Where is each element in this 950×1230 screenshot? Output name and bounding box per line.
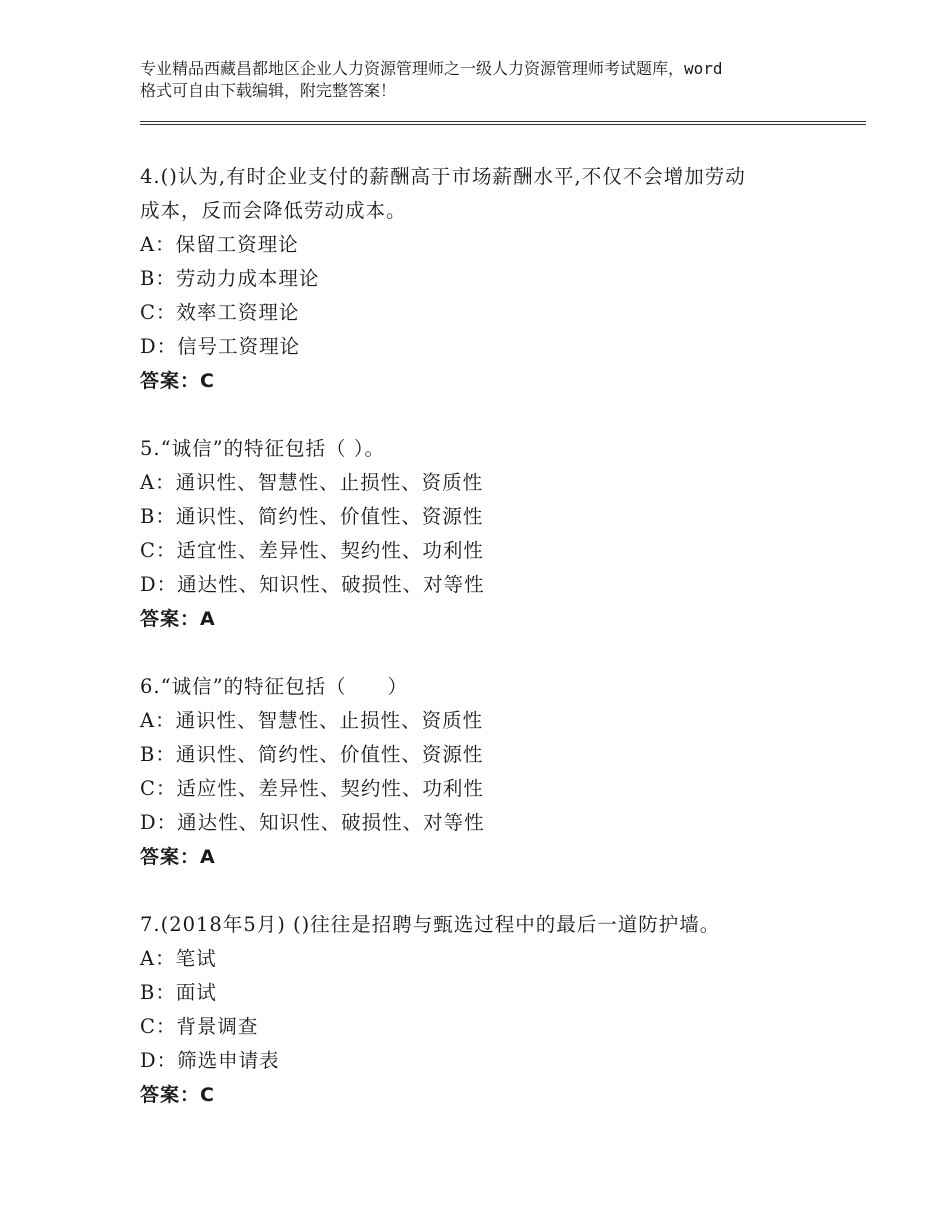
answer: 答案：A xyxy=(140,608,216,630)
question-spacer xyxy=(140,398,840,432)
answer: 答案：C xyxy=(140,370,215,392)
question-list xyxy=(140,160,840,1112)
option-d: D：通达性、知识性、破损性、对等性 xyxy=(140,573,485,596)
option-d: D：筛选申请表 xyxy=(140,1049,280,1072)
option-d: D：信号工资理论 xyxy=(140,335,301,358)
header-divider-top xyxy=(140,121,866,122)
document-header xyxy=(140,58,840,102)
question-5 xyxy=(140,432,840,636)
option-d: D：通达性、知识性、破损性、对等性 xyxy=(140,811,485,834)
option-c: C：适应性、差异性、契约性、功利性 xyxy=(140,777,484,800)
option-a: A：笔试 xyxy=(140,947,217,970)
question-text: 7.(2018年5月) ()往往是招聘与甄选过程中的最后一道防护墙。 xyxy=(140,913,721,936)
question-4 xyxy=(140,160,840,398)
option-a: A：通识性、智慧性、止损性、资质性 xyxy=(140,709,484,732)
option-c: C：效率工资理论 xyxy=(140,301,300,324)
option-b: B：通识性、简约性、价值性、资源性 xyxy=(140,743,484,766)
option-b: B：通识性、简约性、价值性、资源性 xyxy=(140,505,484,528)
option-b: B：劳动力成本理论 xyxy=(140,267,320,290)
answer: 答案：A xyxy=(140,846,216,868)
question-spacer xyxy=(140,636,840,670)
question-6 xyxy=(140,670,840,874)
header-line-2: 格式可自由下载编辑，附完整答案！ xyxy=(140,81,397,100)
question-7 xyxy=(140,908,840,1112)
option-a: A：保留工资理论 xyxy=(140,233,299,256)
option-b: B：面试 xyxy=(140,981,217,1004)
option-c: C：适宜性、差异性、契约性、功利性 xyxy=(140,539,484,562)
question-text-continued: 成本，反而会降低劳动成本。 xyxy=(140,199,407,222)
header-divider-bottom xyxy=(140,124,866,125)
question-spacer xyxy=(140,874,840,908)
header-line-1: 专业精品西藏昌都地区企业人力资源管理师之一级人力资源管理师考试题库，word xyxy=(140,59,723,78)
question-text: 6.“诚信”的特征包括（ ） xyxy=(140,675,409,698)
option-c: C：背景调查 xyxy=(140,1015,259,1038)
option-a: A：通识性、智慧性、止损性、资质性 xyxy=(140,471,484,494)
answer: 答案：C xyxy=(140,1084,215,1106)
question-text: 4.()认为,有时企业支付的薪酬高于市场薪酬水平,不仅不会增加劳动 xyxy=(140,165,746,188)
question-text: 5.“诚信”的特征包括（ ）。 xyxy=(140,437,385,460)
